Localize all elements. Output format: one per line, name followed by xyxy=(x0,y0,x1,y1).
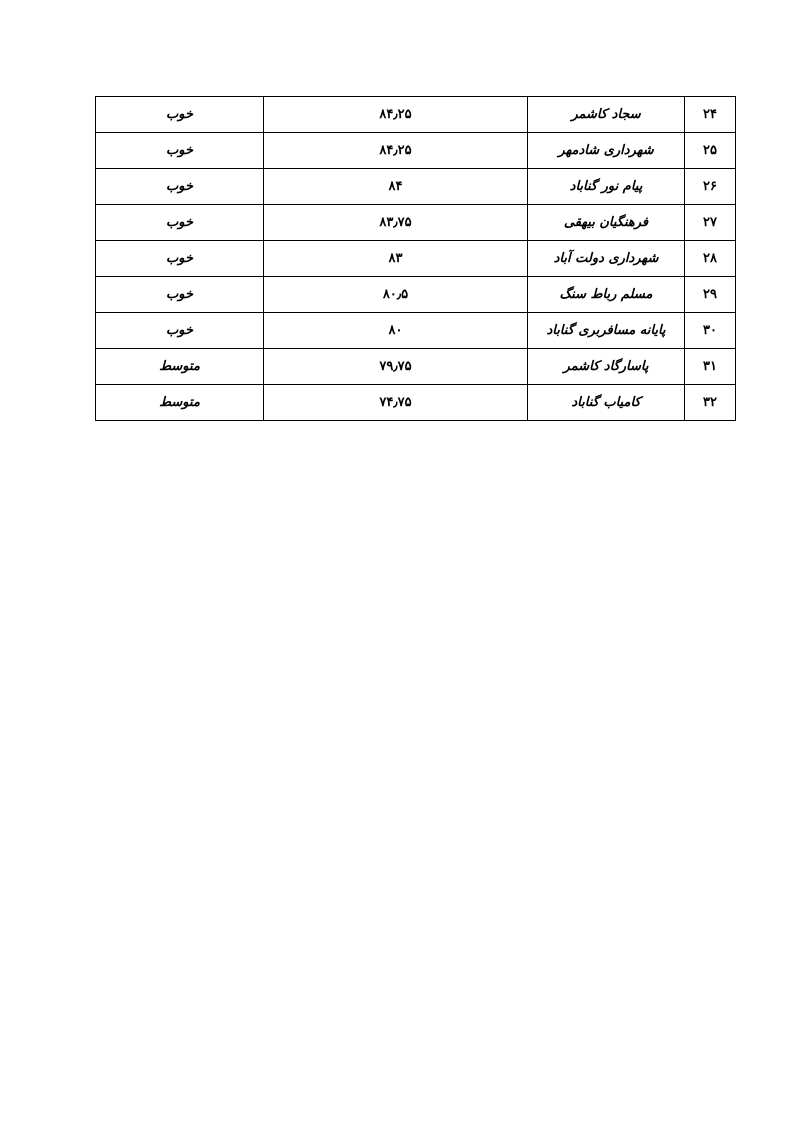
row-grade: خوب xyxy=(96,169,264,205)
row-score: ۸۴ xyxy=(264,169,528,205)
table-row xyxy=(96,241,736,277)
table-row xyxy=(96,277,736,313)
table-row xyxy=(96,97,736,133)
row-score: ۸۴٫۲۵ xyxy=(264,97,528,133)
row-name: مسلم رباط سنگ xyxy=(528,277,685,313)
row-grade: خوب xyxy=(96,313,264,349)
row-index: ۲۹ xyxy=(685,277,736,313)
row-name: پیام نور گناباد xyxy=(528,169,685,205)
row-score: ۸۰٫۵ xyxy=(264,277,528,313)
table-row xyxy=(96,133,736,169)
row-name: کامیاب گناباد xyxy=(528,385,685,421)
row-score: ۸۳ xyxy=(264,241,528,277)
row-grade: خوب xyxy=(96,277,264,313)
row-index: ۲۶ xyxy=(685,169,736,205)
row-name: پایانه مسافربری گناباد xyxy=(528,313,685,349)
row-grade: خوب xyxy=(96,133,264,169)
row-index: ۲۷ xyxy=(685,205,736,241)
row-index: ۲۴ xyxy=(685,97,736,133)
row-grade: خوب xyxy=(96,205,264,241)
results-table xyxy=(95,96,736,421)
row-grade: متوسط xyxy=(96,385,264,421)
results-table-body xyxy=(96,97,736,421)
row-score: ۸۰ xyxy=(264,313,528,349)
row-name: سجاد کاشمر xyxy=(528,97,685,133)
row-index: ۳۰ xyxy=(685,313,736,349)
row-name: شهرداری دولت آباد xyxy=(528,241,685,277)
table-row xyxy=(96,205,736,241)
table-row xyxy=(96,313,736,349)
row-name: پاسارگاد کاشمر xyxy=(528,349,685,385)
row-index: ۳۱ xyxy=(685,349,736,385)
table-row xyxy=(96,385,736,421)
row-name: فرهنگیان بیهقی xyxy=(528,205,685,241)
row-score: ۷۹٫۷۵ xyxy=(264,349,528,385)
row-grade: خوب xyxy=(96,241,264,277)
table-row xyxy=(96,349,736,385)
row-score: ۸۴٫۲۵ xyxy=(264,133,528,169)
row-index: ۲۵ xyxy=(685,133,736,169)
row-index: ۳۲ xyxy=(685,385,736,421)
row-grade: متوسط xyxy=(96,349,264,385)
row-index: ۲۸ xyxy=(685,241,736,277)
table-row xyxy=(96,169,736,205)
row-grade: خوب xyxy=(96,97,264,133)
row-score: ۸۳٫۷۵ xyxy=(264,205,528,241)
row-score: ۷۴٫۷۵ xyxy=(264,385,528,421)
row-name: شهرداری شادمهر xyxy=(528,133,685,169)
